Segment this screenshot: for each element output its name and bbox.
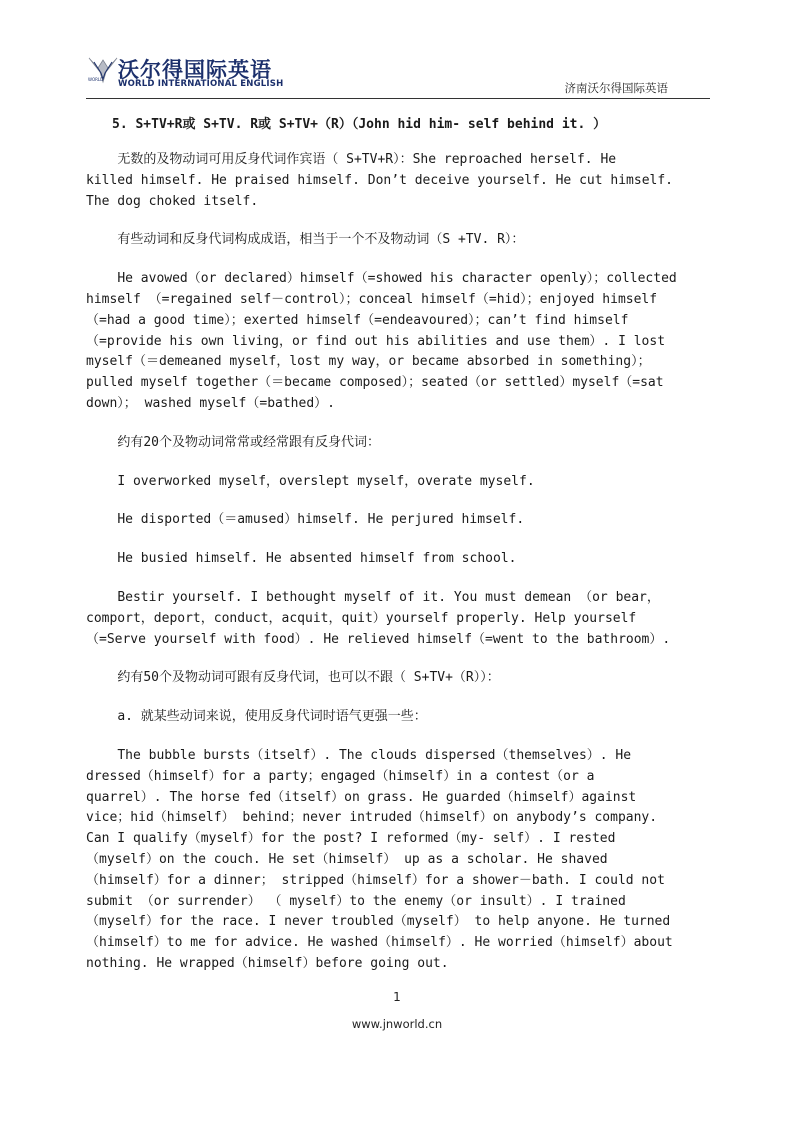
footer-url[interactable]: www.jnworld.cn bbox=[351, 1017, 443, 1031]
page-header bbox=[86, 52, 710, 100]
paragraph-3: He avowed（or declared）himself（=showed his character openly）；collected himself （=regained self－control）；conceal himself（=hid）；enjoyed himself （=had a good time）；exerted himself（=endeavoured）；can’t find himself （=provide his own living，or find out his abilities and use them）. I lost myself（＝demeaned myself，lost my way，or became absorbed in something）； pulled myself together（＝became composed）；seated（or settled）myself（=sat down）； washed myself（=bathed）. bbox=[86, 271, 677, 411]
logo-mark-text: WORLD bbox=[88, 77, 104, 82]
page-number: 1 bbox=[393, 990, 401, 1004]
logo-english-name: WORLD INTERNATIONAL ENGLISH bbox=[118, 79, 284, 89]
paragraph-4: 约有20个及物动词常常或经常跟有反身代词： bbox=[86, 434, 380, 450]
paragraph-5: I overworked myself，overslept myself，overate myself. bbox=[86, 473, 535, 489]
document-body bbox=[86, 113, 710, 975]
header-divider bbox=[86, 98, 710, 99]
paragraph-6: He disported（＝amused）himself. He perjured himself. bbox=[86, 512, 525, 528]
paragraph-1: 无数的及物动词可用反身代词作宾语（ S+TV+R）：She reproached herself. He killed himself. He praised himself. Don’t deceive yourself. He cut himself. The dog choked itself. bbox=[86, 152, 673, 209]
paragraph-7: He busied himself. He absented himself from school. bbox=[86, 551, 517, 567]
header-school-name: 济南沃尔得国际英语 bbox=[564, 81, 668, 95]
logo-chinese-name: 沃尔得国际英语 bbox=[118, 58, 272, 82]
paragraph-9: 约有50个及物动词可跟有反身代词，也可以不跟（ S+TV+（R））： bbox=[86, 670, 500, 686]
paragraph-10: a. 就某些动词来说，使用反身代词时语气更强一些： bbox=[86, 709, 427, 725]
section-heading: 5. S+TV+R或 S+TV. R或 S+TV+（R）（John hid him- self behind it. ） bbox=[112, 117, 607, 132]
paragraph-11: The bubble bursts（itself）. The clouds dispersed（themselves）. He dressed（himself）for a party；engaged（himself）in a contest（or a quarrel）. The horse fed（itself）on grass. He guarded（himself）against vice；hid（himself） behind；never intruded（himself）on anybody’s company. Can I qualify（myself）for the post? I reformed（my- self）. I rested （myself）on the couch. He set（himself） up as a scholar. He shaved （himself）for a dinner； stripped（himself）for a shower－bath. I could not submit （or surrender） （ myself）to the enemy（or insult）. I trained （myself）for the race. I never troubled（myself） to help anyone. He turned （himself）to me for advice. He washed（himself）. He worried（himself）about nothing. He wrapped（himself）before going out. bbox=[86, 747, 673, 971]
paragraph-8: Bestir yourself. I bethought myself of it. You must demean （or bear， comport，deport，conduct，acquit，quit）yourself properly. Help yourself （=Serve yourself with food）. He relieved himself（=went to the bathroom）. bbox=[86, 589, 671, 647]
paragraph-2: 有些动词和反身代词构成成语，相当于一个不及物动词（S +TV. R）： bbox=[86, 232, 525, 248]
